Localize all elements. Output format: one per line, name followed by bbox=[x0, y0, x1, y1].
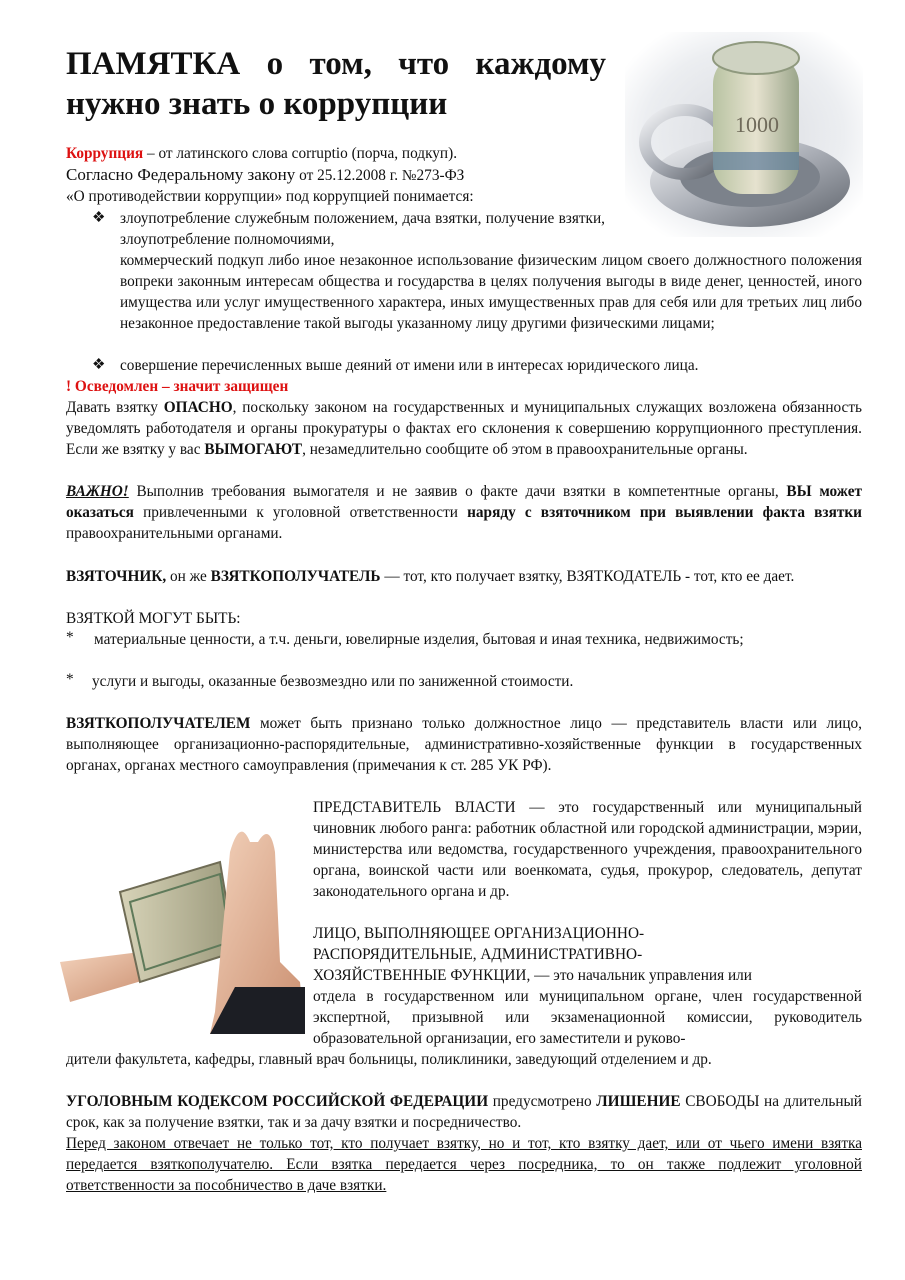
text: наряду с взяточником при выявлении факта взятки bbox=[467, 504, 862, 521]
important-label: ВАЖНО! bbox=[66, 483, 129, 500]
bribe-item-1: материальные ценности, а т.ч. деньги, ювелирные изделия, бытовая и иная техника, недвижимость; bbox=[94, 631, 744, 648]
text: ВЫ может оказаться bbox=[66, 483, 862, 521]
bullet-text: совершение перечисленных выше деяний от имени или в интересах юридического лица. bbox=[120, 357, 699, 374]
bullet-item-1-continued: коммерческий подкуп либо иное незаконное использование физическим лицом своего должностного положения вопреки законным интересам общества и государства в целях получения выгоды в виде денег, ценностей, иного имущества или услуг имущественного характера, иных имущественных прав для себя или для третьих лиц либо незаконное предоставление такой выгоды указанному лицу другими физическими лицами; bbox=[120, 252, 862, 332]
bullet-item-1 bbox=[92, 208, 605, 250]
text: Давать взятку bbox=[66, 399, 164, 416]
text: — тот, кто получает взятку, ВЗЯТКОДАТЕЛЬ - тот, кто ее дает. bbox=[380, 568, 795, 585]
extort-text: ВЫМОГАЮТ bbox=[204, 441, 303, 458]
bullet-text: злоупотребление служебным положением, дача взятки, получение взятки, злоупотребление полномочиями, bbox=[120, 210, 605, 248]
important-paragraph bbox=[66, 481, 862, 544]
corruption-term: Коррупция bbox=[66, 145, 144, 162]
diamond-bullet-icon: ❖ bbox=[92, 210, 106, 226]
star-bullet-icon: * bbox=[66, 629, 74, 646]
refused-bribe-image bbox=[60, 812, 305, 1034]
text: привлеченными к уголовной ответственности bbox=[133, 504, 468, 521]
official-heading-3: ХОЗЯЙСТВЕННЫЕ ФУНКЦИИ, — это начальник управления или bbox=[313, 967, 752, 984]
page-title bbox=[66, 44, 606, 124]
representative-paragraph: ПРЕДСТАВИТЕЛЬ ВЛАСТИ — это государственный или муниципальный чиновник любого ранга: работник областной или городской администрации, мэрии, министерства или ведомства, государственного учреждения, правоохранительного органа, воинской части или военкомата, судья, прокурор, следователь, депутат законодательного органа и др. bbox=[313, 799, 862, 900]
bullet-item-2 bbox=[92, 355, 862, 376]
bribe-item-2: услуги и выгоды, оказанные безвозмездно или по заниженной стоимости. bbox=[92, 673, 574, 690]
official-body: отдела в государственном или муниципальном органе, член государственной экспертной, призывной или экзаменационной комиссии, руководитель образовательной организации, его заместители и руково- bbox=[313, 988, 862, 1047]
text: УГОЛОВНЫМ КОДЕКСОМ РОССИЙСКОЙ ФЕДЕРАЦИИ bbox=[66, 1093, 489, 1110]
warning-heading: ! Осведомлен – значит защищен bbox=[66, 378, 289, 395]
criminal-code-paragraph bbox=[66, 1091, 862, 1133]
text: ЛИШЕНИЕ bbox=[596, 1093, 681, 1110]
title-line-2: нужно знать о коррупции bbox=[66, 86, 448, 122]
official-heading-1: ЛИЦО, ВЫПОЛНЯЮЩЕЕ ОРГАНИЗАЦИОННО- bbox=[313, 925, 645, 942]
text: , незамедлительно сообщите об этом в правоохранительные органы. bbox=[302, 441, 748, 458]
official-heading-2: РАСПОРЯДИТЕЛЬНЫЕ, АДМИНИСТРАТИВНО- bbox=[313, 946, 643, 963]
bribe-definition bbox=[66, 566, 862, 587]
warning-paragraph bbox=[66, 397, 862, 460]
title-line-1: ПАМЯТКА о том, что каждому bbox=[66, 46, 606, 82]
text: он же bbox=[166, 568, 211, 585]
money-handcuffs-image bbox=[625, 32, 863, 237]
star-bullet-icon: * bbox=[66, 671, 74, 688]
svg-text:1000: 1000 bbox=[735, 112, 779, 137]
law-date: от 25.12.2008 г. №273-ФЗ bbox=[295, 167, 465, 184]
text: предусмотрено bbox=[488, 1093, 597, 1110]
law-name: «О противодействии коррупции» под коррупцией понимается: bbox=[66, 188, 474, 205]
text: ВЗЯТКОПОЛУЧАТЕЛЬ bbox=[210, 568, 381, 585]
text: Выполнив требования вымогателя и не заявив о факте дачи взятки в компетентные органы, bbox=[128, 483, 787, 500]
diamond-bullet-icon: ❖ bbox=[92, 357, 106, 373]
text: может быть признано только должностное лицо — представитель власти или лицо, выполняющее организационно-распорядительные, административно-хозяйственные функции в государственных органах, органах местного самоуправления (примечания к ст. 285 УК РФ). bbox=[66, 715, 862, 774]
corruption-origin: – от латинского слова corruptio (порча, подкуп). bbox=[143, 145, 458, 162]
text: ВЗЯТОЧНИК, bbox=[66, 568, 167, 585]
official-last-line: дители факультета, кафедры, главный врач больницы, поликлиники, заведующий отделением и др. bbox=[66, 1051, 712, 1068]
text: правоохранительными органами. bbox=[66, 525, 283, 542]
text: ВЗЯТКОПОЛУЧАТЕЛЕМ bbox=[66, 715, 251, 732]
dangerous-text: ОПАСНО bbox=[163, 399, 233, 416]
bribe-can-be: ВЗЯТКОЙ МОГУТ БЫТЬ: bbox=[66, 610, 241, 627]
law-line: Согласно Федеральному закону bbox=[66, 165, 296, 184]
recipient-paragraph bbox=[66, 713, 862, 776]
text: , поскольку законом на государственных и муниципальных служащих возложена обязанность уведомлять работодателя и органы прокуратуры о фактах его склонения к совершению коррупционного преступления. Если же взятку у вас bbox=[66, 399, 862, 458]
liability-paragraph: Перед законом отвечает не только тот, кто получает взятку, но и тот, кто взятку дает, или от чьего имени взятка передается взяткополучателю. Если взятка передается через посредника, то он также подлежит уголовной ответственности за пособничество в даче взятки. bbox=[66, 1135, 862, 1194]
corruption-definition bbox=[66, 143, 626, 164]
text: СВОБОДЫ на длительный срок, как за получение взятки, так и за дачу взятки и посредничество. bbox=[66, 1093, 862, 1131]
law-reference bbox=[66, 164, 626, 186]
